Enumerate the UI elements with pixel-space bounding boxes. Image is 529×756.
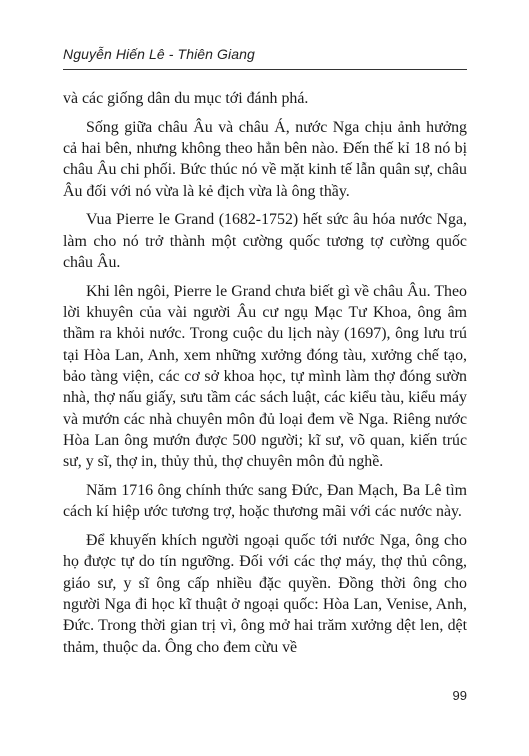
paragraph: Sống giữa châu Âu và châu Á, nước Nga chịu ảnh hưởng cả hai bên, nhưng không theo hẳn bên nào. Đến thế kỉ 18 nó bị châu Âu chi phối. Bức thúc nó về mặt kinh tế lẫn quân sự, châu Âu đối với nó vừa là kẻ địch vừa là ông thầy. [63,118,467,200]
running-header: Nguyễn Hiến Lê - Thiên Giang [63,46,255,62]
paragraph: Vua Pierre le Grand (1682-1752) hết sức âu hóa nước Nga, làm cho nó trở thành một cường quốc tương tợ cường quốc châu Âu. [63,211,467,272]
paragraph-continuation: và các giống dân du mục tới đánh phá. [63,90,309,107]
paragraph: Năm 1716 ông chính thức sang Đức, Đan Mạch, Ba Lê tìm cách kí hiệp ước tương trợ, hoặc thương mãi với các nước này. [63,482,467,521]
paragraph: Để khuyến khích người ngoại quốc tới nước Nga, ông cho họ được tự do tín ngưỡng. Đối với các thợ máy, thợ thủ công, giáo sư, y sĩ ông cấp nhiều đặc quyền. Đồng thời ông cho người Nga đi học kĩ thuật ở ngoại quốc: Hòa Lan, Venise, Anh, Đức. Trong thời gian trị vì, ông mở hai trăm xưởng dệt len, dệt thảm, thuộc da. Ông cho đem cừu về [63,532,467,656]
page-number: 99 [452,688,467,703]
header-divider [63,69,467,70]
body-text [63,88,467,665]
paragraph: Khi lên ngôi, Pierre le Grand chưa biết gì về châu Âu. Theo lời khuyên của vài người Âu cư ngụ Mạc Tư Khoa, ông âm thầm ra khỏi nước. Trong cuộc du lịch này (1697), ông lưu trú tại Hòa Lan, Anh, xem những xưởng đóng tàu, xưởng chế tạo, bảo tàng viện, các cơ sở khoa học, tự mình làm thợ đóng sườn nhà, thợ nấu giấy, sưu tầm các sách luật, các kiểu tàu, kiểu máy và mướn các nhà chuyên môn đủ loại đem về Nga. Riêng nước Hòa Lan ông mướn được 500 người; kĩ sư, võ quan, kiến trúc sư, y sĩ, thợ in, thủy thủ, thợ chuyên môn đủ nghề. [63,282,467,471]
